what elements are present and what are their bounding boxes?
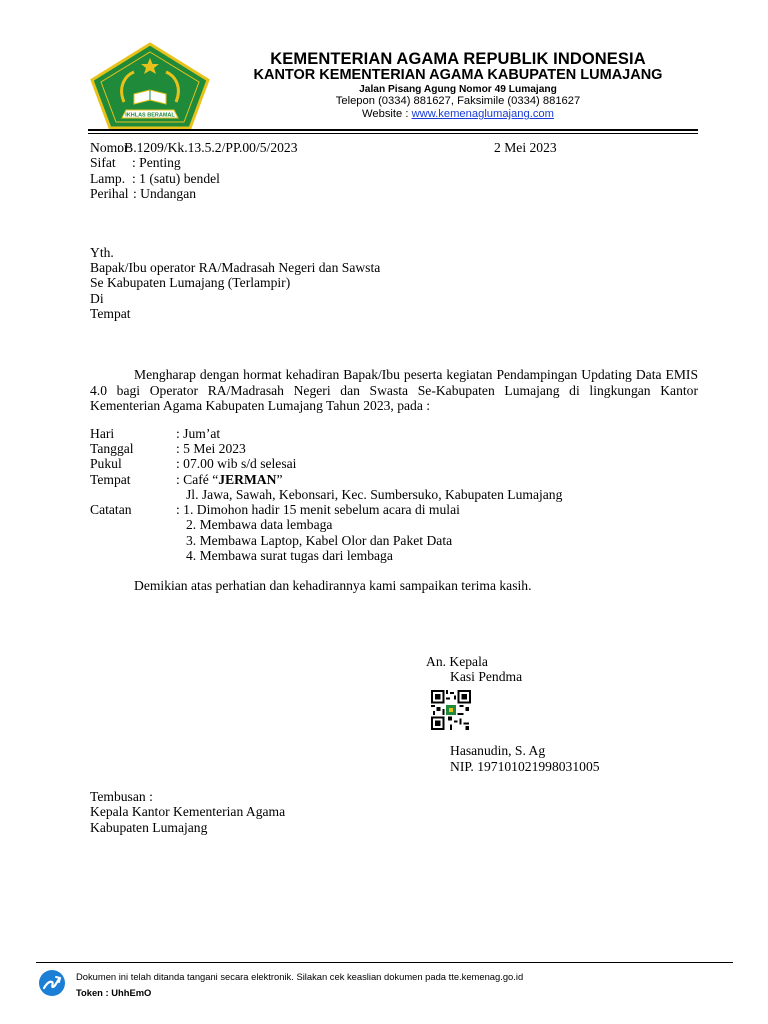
qr-code-icon	[430, 690, 472, 730]
letterhead-title: KEMENTERIAN AGAMA REPUBLIK INDONESIA	[270, 50, 646, 68]
tembusan-line: Kepala Kantor Kementerian Agama	[90, 804, 286, 819]
footer-notice: Dokumen ini telah ditanda tangani secara elektronik. Silakan cek keaslian dokumen pada tte.kemenag.go.id	[76, 971, 524, 982]
letterhead-subtitle: KANTOR KEMENTERIAN AGAMA KABUPATEN LUMAJANG	[253, 67, 663, 83]
tembusan-line: Kabupaten Lumajang	[90, 820, 208, 835]
pukul-value: : 07.00 wib s/d selesai	[176, 456, 297, 471]
tempat-prefix: : Café “	[176, 472, 219, 487]
logo-ribbon-text: IKHLAS BERAMAL	[125, 112, 175, 119]
sifat-label: Sifat	[90, 155, 116, 170]
tembusan-label: Tembusan :	[90, 789, 153, 804]
closing-text: Demikian atas perhatian dan kehadirannya kami sampaikan terima kasih.	[134, 578, 532, 593]
lamp-value: : 1 (satu) bendel	[132, 171, 220, 186]
header-divider	[88, 129, 698, 131]
signature-position: Kasi Pendma	[450, 669, 523, 684]
hari-value: : Jum’at	[176, 426, 221, 441]
tempat-suffix: ”	[276, 472, 283, 487]
recipient-line: Di	[90, 291, 104, 306]
footer-token: Token : UhhEmO	[76, 987, 152, 998]
tempat-label: Tempat	[90, 472, 131, 487]
catatan-item: 3. Membawa Laptop, Kabel Olor dan Paket Data	[186, 533, 453, 548]
catatan-item: 2. Membawa data lembaga	[186, 517, 333, 532]
tempat-value	[176, 472, 282, 488]
recipient-line: Tempat	[90, 306, 131, 321]
lamp-label: Lamp.	[90, 171, 126, 186]
header-divider-thin	[88, 133, 698, 134]
letterhead-phone: Telepon (0334) 881627, Faksimile (0334) 881627	[335, 95, 581, 107]
hari-label: Hari	[90, 426, 115, 441]
footer-divider	[36, 962, 733, 963]
e-signature-icon	[38, 969, 66, 997]
catatan-item: 4. Membawa surat tugas dari lembaga	[186, 548, 393, 563]
perihal-label: Perihal	[90, 186, 129, 201]
ministry-logo-icon	[86, 42, 214, 130]
nomor-value: : B.1209/Kk.13.5.2/PP.00/5/2023	[117, 140, 298, 155]
letterhead-address: Jalan Pisang Agung Nomor 49 Lumajang	[359, 84, 557, 95]
sifat-value: : Penting	[132, 155, 181, 170]
signatory-name: Hasanudin, S. Ag	[450, 743, 546, 758]
signature-role: An. Kepala	[426, 654, 488, 669]
tempat-name: JERMAN	[218, 472, 277, 487]
pukul-label: Pukul	[90, 456, 122, 471]
perihal-value: : Undangan	[133, 186, 197, 201]
letter-date: 2 Mei 2023	[494, 140, 557, 155]
tempat-address: Jl. Jawa, Sawah, Kebonsari, Kec. Sumbersuko, Kabupaten Lumajang	[186, 487, 563, 502]
website-label: Website :	[362, 108, 409, 120]
signatory-nip: NIP. 197101021998031005	[450, 759, 600, 774]
catatan-item: : 1. Dimohon hadir 15 menit sebelum acara di mulai	[176, 502, 460, 517]
letterhead-website	[228, 108, 688, 120]
catatan-label: Catatan	[90, 502, 132, 517]
nomor-label: Nomor	[90, 140, 129, 155]
tanggal-label: Tanggal	[90, 441, 134, 456]
recipient-line: Se Kabupaten Lumajang (Terlampir)	[90, 275, 291, 290]
tanggal-value: : 5 Mei 2023	[176, 441, 246, 456]
recipient-yth: Yth.	[90, 245, 114, 260]
recipient-line: Bapak/Ibu operator RA/Madrasah Negeri dan Sawsta	[90, 260, 381, 275]
invitation-paragraph: Mengharap dengan hormat kehadiran Bapak/Ibu peserta kegiatan Pendampingan Updating Data EMIS 4.0 bagi Operator RA/Madrasah Negeri dan Swasta Se-Kabupaten Lumajang di lingkungan Kantor Kementerian Agama Kabupaten Lumajang Tahun 2023, pada :	[90, 367, 698, 414]
website-link[interactable]: www.kemenaglumajang.com	[411, 108, 554, 120]
